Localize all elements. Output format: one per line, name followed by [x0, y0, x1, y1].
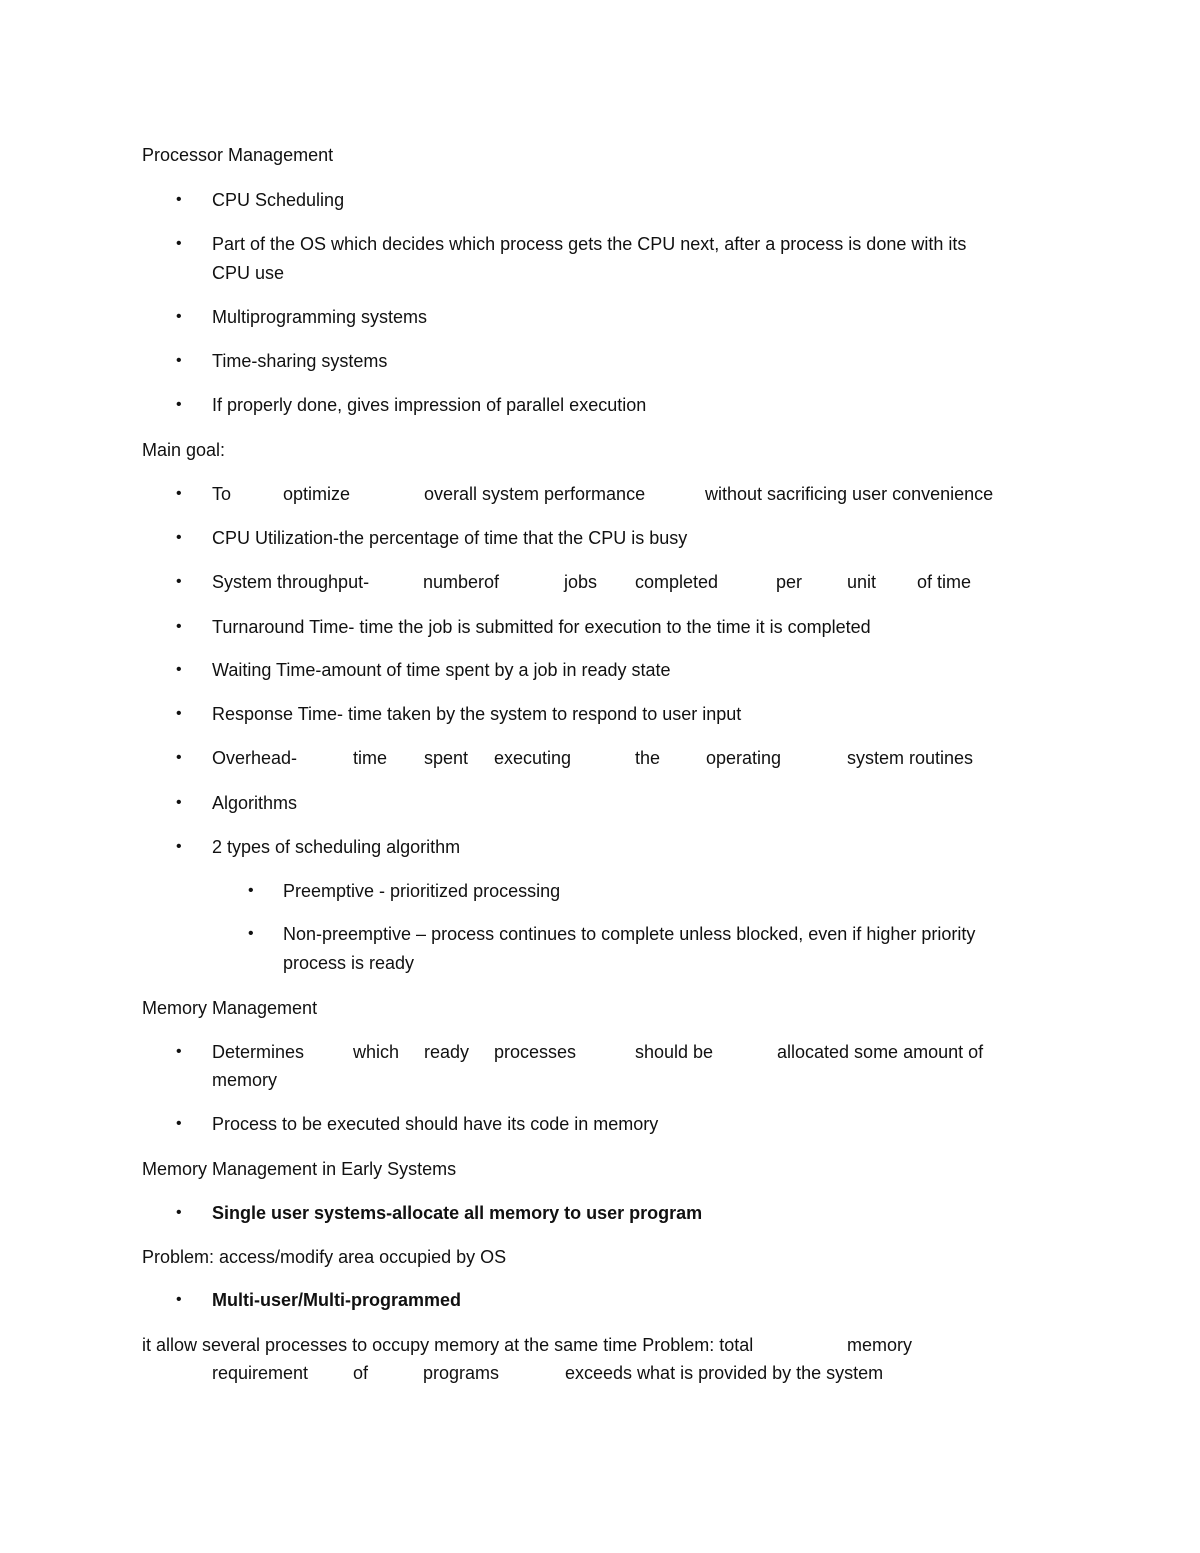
word: unit: [847, 572, 877, 592]
word: the: [635, 748, 661, 768]
bullet-icon: •: [176, 1204, 182, 1221]
list-item: Time-sharing systems: [212, 351, 388, 371]
word: per: [776, 572, 803, 592]
word: ready: [424, 1042, 470, 1062]
bullet-icon: •: [176, 1043, 182, 1060]
list-item: CPU Scheduling: [212, 190, 345, 210]
bullet-icon: •: [176, 705, 182, 722]
word: operating: [706, 748, 782, 768]
word: executing: [494, 748, 572, 768]
bullet-icon: •: [176, 618, 182, 635]
problem-text: Problem: access/modify area occupied by OS: [142, 1247, 507, 1267]
list-item: Response Time- time taken by the system to respond to user input: [212, 704, 742, 724]
word: time: [353, 748, 388, 768]
word: which: [353, 1042, 400, 1062]
bullet-icon: •: [176, 573, 182, 590]
word: should be: [635, 1042, 714, 1062]
section-heading-early-systems: Memory Management in Early Systems: [142, 1159, 457, 1179]
word: completed: [635, 572, 719, 592]
bullet-icon: •: [176, 308, 182, 325]
bullet-icon: •: [176, 749, 182, 766]
list-item: Multiprogramming systems: [212, 307, 428, 327]
word: To: [212, 484, 232, 504]
word: of time: [917, 572, 972, 592]
bullet-icon: •: [176, 661, 182, 678]
list-item: Algorithms: [212, 793, 298, 813]
bullet-icon: •: [176, 352, 182, 369]
list-item: Multi-user/Multi-programmed: [212, 1290, 462, 1310]
word: memory: [847, 1335, 913, 1355]
bullet-icon: •: [176, 191, 182, 208]
list-item: Single user systems-allocate all memory to user program: [212, 1203, 703, 1223]
bullet-icon: •: [176, 794, 182, 811]
word: without sacrificing user convenience: [705, 484, 994, 504]
word: jobs: [564, 572, 598, 592]
list-item: Waiting Time-amount of time spent by a job in ready state: [212, 660, 671, 680]
word: System throughput-: [212, 572, 370, 592]
word: allocated some amount of: [777, 1042, 984, 1062]
section-heading-main-goal: Main goal:: [142, 440, 226, 460]
word: numberof: [423, 572, 500, 592]
word: overall system performance: [424, 484, 646, 504]
bullet-icon: •: [176, 529, 182, 546]
list-item: Process to be executed should have its code in memory: [212, 1114, 659, 1134]
list-item: If properly done, gives impression of parallel execution: [212, 395, 647, 415]
word: Determines: [212, 1042, 305, 1062]
bullet-icon: •: [176, 1291, 182, 1308]
bullet-icon: •: [176, 485, 182, 502]
word: programs: [423, 1363, 500, 1383]
list-item: 2 types of scheduling algorithm: [212, 837, 461, 857]
section-heading-memory: Memory Management: [142, 998, 318, 1018]
word: requirement: [212, 1363, 309, 1383]
word: optimize: [283, 484, 351, 504]
list-item-continuation: memory: [212, 1070, 278, 1090]
bullet-icon: •: [248, 882, 254, 899]
sub-list-item-continuation: process is ready: [283, 953, 415, 973]
word: system routines: [847, 748, 974, 768]
sub-list-item: Preemptive - prioritized processing: [283, 881, 561, 901]
bullet-icon: •: [176, 235, 182, 252]
phrase: exceeds what is provided by the system: [565, 1363, 884, 1383]
word: Overhead-: [212, 748, 298, 768]
word: processes: [494, 1042, 577, 1062]
bullet-icon: •: [176, 396, 182, 413]
phrase: it allow several processes to occupy memory at the same time Problem: total: [142, 1335, 754, 1355]
list-item-continuation: CPU use: [212, 263, 285, 283]
bullet-icon: •: [176, 838, 182, 855]
bullet-icon: •: [248, 925, 254, 942]
word: of: [353, 1363, 369, 1383]
list-item: Part of the OS which decides which process gets the CPU next, after a process is done with its: [212, 234, 967, 254]
section-heading-processor: Processor Management: [142, 145, 334, 165]
list-item: CPU Utilization-the percentage of time that the CPU is busy: [212, 528, 688, 548]
sub-list-item: Non-preemptive – process continues to complete unless blocked, even if higher priority: [283, 924, 976, 944]
bullet-icon: •: [176, 1115, 182, 1132]
word: spent: [424, 748, 469, 768]
list-item: Turnaround Time- time the job is submitted for execution to the time it is completed: [212, 617, 871, 637]
